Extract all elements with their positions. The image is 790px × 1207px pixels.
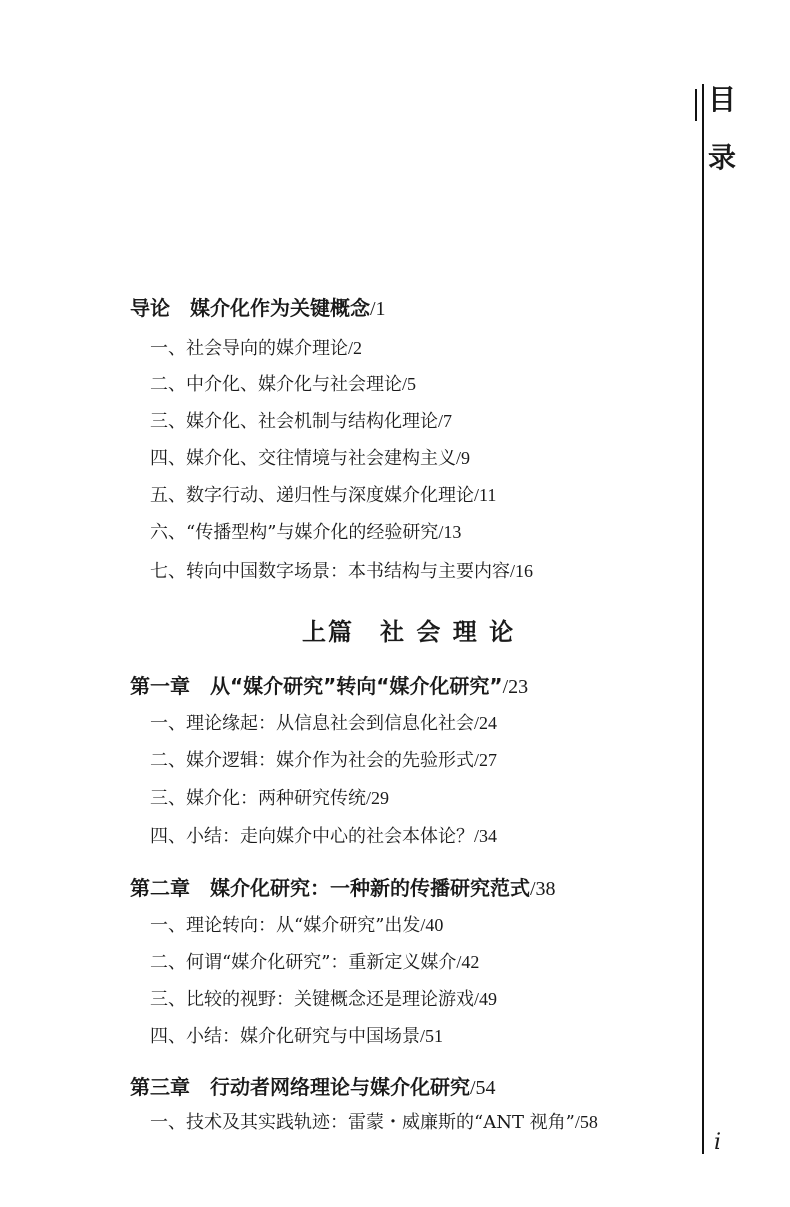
margin-rule bbox=[702, 84, 704, 1154]
toc-entry-page: /9 bbox=[456, 448, 471, 468]
toc-entry bbox=[150, 334, 362, 360]
toc-entry-title: 一、社会导向的媒介理论 bbox=[150, 338, 348, 359]
toc-entry-title: 二、媒介逻辑：媒介作为社会的先验形式 bbox=[150, 750, 474, 771]
toc-entry-title: 四、小结：走向媒介中心的社会本体论？ bbox=[150, 826, 474, 847]
margin-rule-tick bbox=[695, 89, 697, 121]
toc-entry-page: /5 bbox=[402, 374, 417, 394]
page-title-char-1: 目 bbox=[708, 83, 737, 116]
toc-entry-page: /27 bbox=[474, 750, 498, 770]
toc-entry-title: 七、转向中国数字场景：本书结构与主要内容 bbox=[150, 561, 510, 582]
toc-entry-title: 六、“传播型构”与媒介化的经验研究 bbox=[150, 522, 439, 543]
toc-entry-page: /40 bbox=[420, 915, 444, 935]
toc-chapter-heading bbox=[130, 292, 386, 321]
toc-entry-title: 导论 媒介化作为关键概念 bbox=[130, 296, 370, 320]
toc-entry bbox=[150, 557, 533, 583]
toc-entry-page: /34 bbox=[474, 826, 498, 846]
toc-chapter-heading bbox=[130, 872, 556, 901]
toc-entry-page: /42 bbox=[456, 952, 480, 972]
toc-entry bbox=[150, 784, 389, 810]
toc-entry bbox=[150, 518, 461, 544]
toc-entry-title: 二、何谓“媒介化研究”：重新定义媒介 bbox=[150, 952, 457, 973]
toc-entry bbox=[150, 709, 497, 735]
toc-entry-page: /54 bbox=[470, 1077, 496, 1099]
toc-entry-page: /1 bbox=[370, 298, 386, 320]
toc-entry bbox=[150, 481, 496, 507]
toc-entry-page: /16 bbox=[510, 561, 534, 581]
toc-entry-page: /2 bbox=[348, 338, 363, 358]
toc-entry-page: /51 bbox=[420, 1026, 444, 1046]
page-title-char-2: 录 bbox=[708, 141, 737, 174]
toc-entry-title: 三、比较的视野：关键概念还是理论游戏 bbox=[150, 989, 474, 1010]
toc-entry-page: /58 bbox=[574, 1112, 598, 1132]
toc-entry-page: /24 bbox=[474, 713, 498, 733]
toc-chapter-heading bbox=[130, 1071, 496, 1100]
toc-entry-title: 一、技术及其实践轨迹：雷蒙・威廉斯的“ANT 视角” bbox=[150, 1112, 575, 1133]
toc-entry-title: 第二章 媒介化研究：一种新的传播研究范式 bbox=[130, 876, 530, 900]
toc-entry-title: 二、中介化、媒介化与社会理论 bbox=[150, 374, 402, 395]
toc-part-heading bbox=[302, 612, 515, 647]
toc-entry bbox=[150, 1108, 598, 1134]
toc-entry bbox=[150, 444, 470, 470]
toc-entry-page: /11 bbox=[474, 485, 497, 505]
toc-entry-title: 一、理论转向：从“媒介研究”出发 bbox=[150, 915, 421, 936]
toc-entry-title: 三、媒介化：两种研究传统 bbox=[150, 788, 366, 809]
toc-entry bbox=[150, 370, 416, 396]
toc-entry-page: /29 bbox=[366, 788, 390, 808]
toc-entry-title: 四、小结：媒介化研究与中国场景 bbox=[150, 1026, 420, 1047]
toc-entry bbox=[150, 822, 497, 848]
toc-entry-title: 第一章 从“媒介研究”转向“媒介化研究” bbox=[130, 674, 503, 698]
page-number: i bbox=[714, 1130, 722, 1155]
toc-entry bbox=[150, 407, 452, 433]
page-title bbox=[708, 83, 737, 174]
toc-entry bbox=[150, 948, 479, 974]
toc-entry-title: 第三章 行动者网络理论与媒介化研究 bbox=[130, 1075, 470, 1099]
toc-entry-title: 四、媒介化、交往情境与社会建构主义 bbox=[150, 448, 456, 469]
toc-entry-title: 上篇 社 会 理 论 bbox=[302, 618, 516, 646]
toc-entry-page: /23 bbox=[502, 676, 529, 698]
toc-chapter-heading bbox=[130, 670, 528, 699]
toc-entry-title: 一、理论缘起：从信息社会到信息化社会 bbox=[150, 713, 474, 734]
toc-entry bbox=[150, 911, 443, 937]
toc-entry-page: /38 bbox=[530, 878, 556, 900]
toc-entry bbox=[150, 746, 497, 772]
toc-entry-title: 五、数字行动、递归性与深度媒介化理论 bbox=[150, 485, 474, 506]
toc-entry bbox=[150, 985, 497, 1011]
toc-entry-title: 三、媒介化、社会机制与结构化理论 bbox=[150, 411, 438, 432]
toc-entry-page: /13 bbox=[438, 522, 462, 542]
toc-entry-page: /49 bbox=[474, 989, 498, 1009]
toc-entry-page: /7 bbox=[438, 411, 453, 431]
toc-entry bbox=[150, 1022, 443, 1048]
